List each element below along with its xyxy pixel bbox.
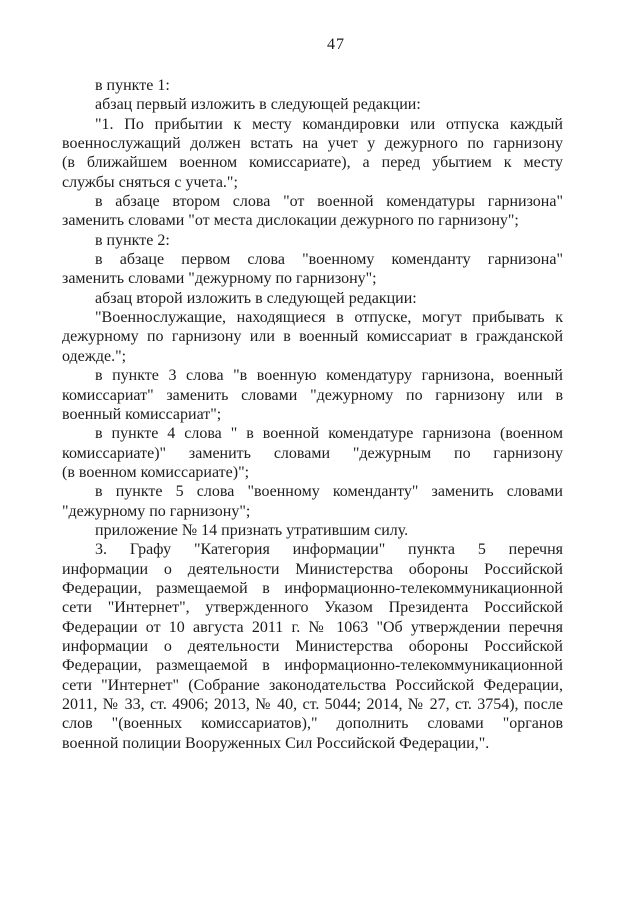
text-line: в пункте 1: (95, 77, 170, 94)
text-line: комиссариате)" заменить словами "дежурным по гарнизону (62, 444, 563, 462)
paragraph (62, 289, 563, 308)
paragraph (62, 424, 563, 482)
text-line: информации о деятельности Министерства обороны Российской (62, 637, 563, 655)
text-line: Федерации, размещаемой в информационно-телекоммуникационной (62, 657, 563, 675)
text-line: заменить словами "дежурному по гарнизону"; (62, 270, 377, 288)
text-line: приложение № 14 признать утратившим силу. (95, 521, 409, 539)
paragraph (62, 482, 563, 521)
text-line: в пункте 5 слова "военному коменданту" заменить словами (95, 483, 563, 501)
text-line: 2011, № 33, ст. 4906; 2013, № 40, ст. 5044; 2014, № 27, ст. 3754), после (62, 696, 563, 713)
paragraph (62, 250, 563, 289)
text-line: "1. По прибытии к месту командировки или отпуска каждый (95, 115, 563, 133)
paragraph (62, 115, 563, 192)
text-line: 3. Графу "Категория информации" пункта 5 перечня (95, 541, 563, 559)
text-line: в пункте 2: (95, 231, 170, 249)
text-line: абзац первый изложить в следующей редакции: (95, 96, 421, 114)
text-line: (в военном комиссариате)"; (62, 463, 250, 481)
text-line: сети "Интернет", утвержденного Указом Президента Российской (62, 599, 563, 617)
text-line: военный комиссариат"; (62, 405, 222, 423)
text-line: в пункте 3 слова "в военную комендатуру гарнизона, военный (95, 367, 563, 385)
text-line: в абзаце первом слова "военному коменданту гарнизона" (95, 251, 563, 269)
paragraph (62, 95, 563, 114)
text-block (62, 76, 563, 753)
text-line: заменить словами "от места дислокации дежурного по гарнизону"; (62, 212, 519, 230)
text-line: абзац второй изложить в следующей редакции: (95, 289, 417, 307)
text-line: Федерации от 10 августа 2011 г. № 1063 "Об утверждении перечня (62, 618, 563, 636)
text-line: одежде."; (62, 347, 127, 365)
text-line: Федерации, размещаемой в информационно-телекоммуникационной (62, 579, 563, 597)
text-line: информации о деятельности Министерства обороны Российской (62, 560, 563, 578)
text-line: "дежурному по гарнизону"; (62, 502, 251, 520)
paragraph (62, 366, 563, 424)
paragraph (62, 76, 563, 95)
text-line: комиссариат" заменить словами "дежурному по гарнизону или в (62, 386, 563, 404)
text-line: военнослужащий должен встать на учет у дежурного по гарнизону (62, 135, 563, 153)
text-line: службы сняться с учета."; (62, 173, 238, 191)
text-line: военной полиции Вооруженных Сил Российской Федерации,". (62, 734, 490, 752)
text-line: дежурному по гарнизону или в военный комиссариат в гражданской (62, 328, 563, 346)
paragraph (62, 192, 563, 231)
page-number: 47 (327, 36, 345, 53)
text-line: (в ближайшем военном комиссариате), а перед убытием к месту (62, 154, 563, 172)
text-line: в пункте 4 слова " в военной комендатуре гарнизона (военном (95, 425, 563, 443)
text-line: "Военнослужащие, находящиеся в отпуске, могут прибывать к (95, 309, 563, 327)
paragraph (62, 308, 563, 366)
paragraph (62, 540, 563, 753)
text-line: слов "(военных комиссариатов)," дополнить словами "органов (62, 715, 563, 733)
paragraph (62, 521, 563, 540)
paragraph (62, 231, 563, 250)
text-line: сети "Интернет" (Собрание законодательства Российской Федерации, (62, 676, 563, 694)
text-line: в абзаце втором слова "от военной комендатуры гарнизона" (95, 193, 563, 211)
